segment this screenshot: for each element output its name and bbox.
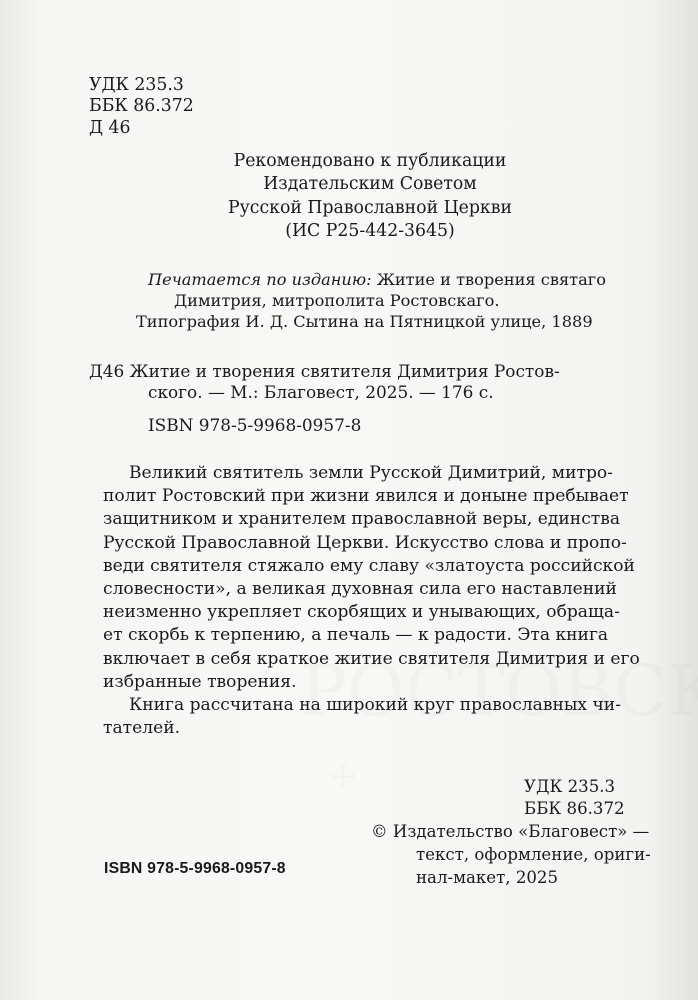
reprint-line-2: Димитрия, митрополита Ростовскаго. bbox=[174, 290, 500, 310]
copyright-notice bbox=[371, 820, 651, 889]
annotation-line: Книга рассчитана на широкий круг православных чи- bbox=[129, 695, 621, 716]
copyright-line-1: © Издательство «Благовест» — bbox=[371, 822, 650, 841]
annotation-line: ет скорбь к терпению, а печаль — к радости. Эта книга bbox=[103, 625, 609, 646]
annotation-line: словесности», а великая духовная сила его наставлений bbox=[103, 579, 617, 600]
recommendation-block bbox=[214, 150, 526, 243]
footer-classification bbox=[524, 776, 625, 820]
annotation-line: веди святителя стяжало ему славу «златоуста российской bbox=[103, 555, 635, 576]
footer-isbn: ISBN 978-5-9968-0957-8 bbox=[104, 860, 286, 877]
recommendation-line-1: Рекомендовано к публикации bbox=[233, 151, 507, 171]
bibliographic-entry bbox=[89, 361, 560, 403]
classification-block bbox=[89, 75, 194, 139]
footer-udk-code: УДК 235.3 bbox=[524, 777, 616, 796]
annotation-line: полит Ростовский при жизни явился и доныне пребывает bbox=[103, 486, 629, 507]
reprint-note bbox=[136, 270, 607, 332]
annotation-line: Русской Православной Церкви. Искусство слова и пропо- bbox=[103, 532, 627, 553]
entry-line-2: ского. — М.: Благовест, 2025. — 176 с. bbox=[148, 382, 494, 402]
annotation-line: защитником и хранителем православной веры, единства bbox=[103, 509, 621, 530]
entry-isbn: ISBN 978-5-9968-0957-8 bbox=[148, 415, 362, 435]
show-through-seal bbox=[330, 760, 357, 795]
reprint-label: Печатается по изданию: bbox=[148, 270, 372, 289]
recommendation-line-3: Русской Православной Церкви bbox=[228, 197, 512, 218]
copyright-line-2: текст, оформление, ориги- bbox=[416, 845, 651, 864]
annotation-line: избранные творения. bbox=[103, 671, 297, 692]
bbk-code: ББК 86.372 bbox=[89, 96, 194, 117]
udk-code: УДК 235.3 bbox=[89, 75, 184, 95]
entry-line-1: Д46 Житие и творения святителя Димитрия Ростов- bbox=[89, 361, 560, 381]
annotation-line: тателей. bbox=[103, 718, 181, 739]
reprint-title-start: Житие и творения святаго bbox=[371, 270, 607, 289]
reprint-line-3: Типография И. Д. Сытина на Пятницкой улице, 1889 bbox=[136, 311, 593, 331]
footer-bbk-code: ББК 86.372 bbox=[524, 799, 625, 818]
annotation-line: Великий святитель земли Русской Димитрий, митро- bbox=[129, 463, 613, 483]
reprint-line-1 bbox=[148, 270, 606, 291]
recommendation-number: (ИС Р25-442-3645) bbox=[285, 220, 455, 241]
annotation-line: включает в себя краткое житие святителя Димитрия и его bbox=[103, 648, 640, 669]
author-mark: Д 46 bbox=[89, 117, 131, 138]
annotation bbox=[103, 462, 640, 740]
copyright-line-3: нал-макет, 2025 bbox=[416, 868, 559, 887]
annotation-line: неизменно укрепляет скорбящих и унывающих, обраща- bbox=[103, 602, 620, 623]
recommendation-line-2: Издательским Советом bbox=[263, 174, 477, 195]
